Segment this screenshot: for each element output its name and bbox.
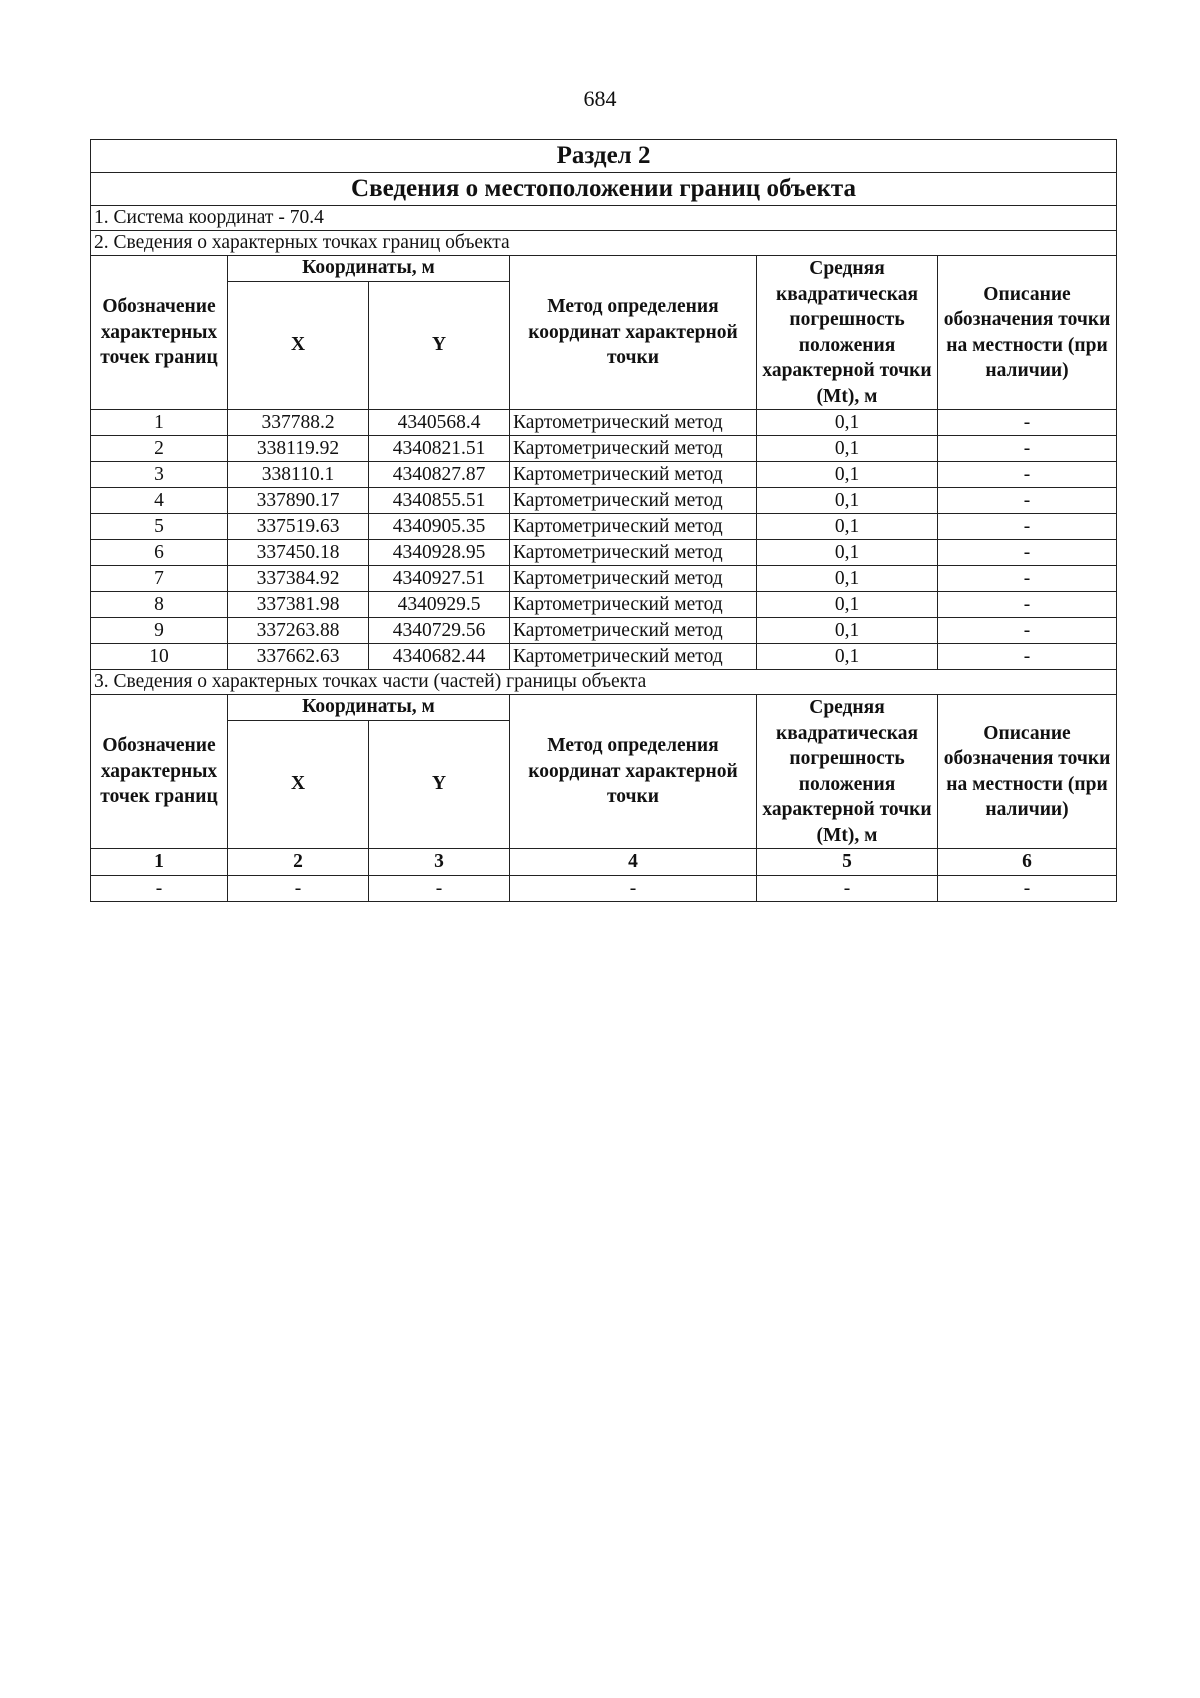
header-point-designation: Обозначение характерных точек границ — [91, 256, 228, 410]
cell-y: 4340929.5 — [369, 592, 510, 618]
column-numbers-row — [91, 849, 1117, 876]
header-description: Описание обозначения точки на местности (при наличии) — [938, 695, 1117, 849]
cell-y: - — [369, 876, 510, 902]
header-description: Описание обозначения точки на местности (при наличии) — [938, 256, 1117, 410]
cell-x: 337263.88 — [228, 618, 369, 644]
section-title: Раздел 2 — [91, 140, 1117, 173]
table-row — [91, 876, 1117, 902]
header-point-designation: Обозначение характерных точек границ — [91, 695, 228, 849]
cell-method: Картометрический метод — [510, 488, 757, 514]
cell-accuracy: - — [757, 876, 938, 902]
cell-description: - — [938, 644, 1117, 670]
header-y: Y — [369, 281, 510, 409]
table-row — [91, 566, 1117, 592]
cell-description: - — [938, 436, 1117, 462]
page-number: 684 — [583, 86, 617, 111]
cell-x: 337384.92 — [228, 566, 369, 592]
cell-method: Картометрический метод — [510, 436, 757, 462]
table-row — [91, 592, 1117, 618]
cell-method: Картометрический метод — [510, 592, 757, 618]
cell-accuracy: 0,1 — [757, 488, 938, 514]
cell-point: 4 — [91, 488, 228, 514]
part3-heading: 3. Сведения о характерных точках части (частей) границы объекта — [91, 670, 1117, 695]
table-row — [91, 644, 1117, 670]
cell-description: - — [938, 488, 1117, 514]
cell-y: 4340928.95 — [369, 540, 510, 566]
header-accuracy: Средняя квадратическая погрешность положения характерной точки (Mt), м — [757, 256, 938, 410]
cell-accuracy: 0,1 — [757, 540, 938, 566]
cell-point: 2 — [91, 436, 228, 462]
column-number: 1 — [91, 849, 228, 876]
column-number: 5 — [757, 849, 938, 876]
header-accuracy: Средняя квадратическая погрешность положения характерной точки (Mt), м — [757, 695, 938, 849]
column-number: 4 — [510, 849, 757, 876]
column-number: 2 — [228, 849, 369, 876]
cell-accuracy: 0,1 — [757, 566, 938, 592]
cell-y: 4340855.51 — [369, 488, 510, 514]
cell-point: 9 — [91, 618, 228, 644]
boundary-section-table — [90, 139, 1117, 902]
header-x: X — [228, 720, 369, 848]
cell-x: 337450.18 — [228, 540, 369, 566]
table-row — [91, 618, 1117, 644]
cell-point: 8 — [91, 592, 228, 618]
cell-point: 6 — [91, 540, 228, 566]
header-y: Y — [369, 720, 510, 848]
table-row — [91, 514, 1117, 540]
cell-y: 4340729.56 — [369, 618, 510, 644]
cell-y: 4340568.4 — [369, 410, 510, 436]
cell-x: 337788.2 — [228, 410, 369, 436]
cell-accuracy: 0,1 — [757, 644, 938, 670]
cell-point: 1 — [91, 410, 228, 436]
cell-x: 337519.63 — [228, 514, 369, 540]
cell-description: - — [938, 592, 1117, 618]
cell-method: Картометрический метод — [510, 410, 757, 436]
table-row — [91, 462, 1117, 488]
coordinate-system: 1. Система координат - 70.4 — [91, 206, 1117, 231]
cell-method: - — [510, 876, 757, 902]
cell-x: - — [228, 876, 369, 902]
cell-accuracy: 0,1 — [757, 436, 938, 462]
section-subtitle: Сведения о местоположении границ объекта — [91, 173, 1117, 206]
cell-accuracy: 0,1 — [757, 410, 938, 436]
table-row — [91, 488, 1117, 514]
column-number: 6 — [938, 849, 1117, 876]
cell-description: - — [938, 410, 1117, 436]
cell-x: 338110.1 — [228, 462, 369, 488]
cell-accuracy: 0,1 — [757, 514, 938, 540]
cell-method: Картометрический метод — [510, 540, 757, 566]
cell-point: - — [91, 876, 228, 902]
cell-x: 337381.98 — [228, 592, 369, 618]
cell-x: 338119.92 — [228, 436, 369, 462]
table-row — [91, 540, 1117, 566]
cell-description: - — [938, 876, 1117, 902]
cell-point: 7 — [91, 566, 228, 592]
cell-description: - — [938, 618, 1117, 644]
part2-heading: 2. Сведения о характерных точках границ объекта — [91, 231, 1117, 256]
cell-y: 4340682.44 — [369, 644, 510, 670]
column-number: 3 — [369, 849, 510, 876]
header-method: Метод определения координат характерной точки — [510, 256, 757, 410]
cell-method: Картометрический метод — [510, 566, 757, 592]
cell-x: 337662.63 — [228, 644, 369, 670]
cell-description: - — [938, 566, 1117, 592]
header-coordinates: Координаты, м — [228, 256, 510, 282]
table-row — [91, 410, 1117, 436]
cell-accuracy: 0,1 — [757, 618, 938, 644]
cell-point: 5 — [91, 514, 228, 540]
cell-accuracy: 0,1 — [757, 462, 938, 488]
cell-description: - — [938, 540, 1117, 566]
cell-description: - — [938, 462, 1117, 488]
cell-point: 10 — [91, 644, 228, 670]
cell-accuracy: 0,1 — [757, 592, 938, 618]
cell-point: 3 — [91, 462, 228, 488]
cell-method: Картометрический метод — [510, 462, 757, 488]
cell-y: 4340821.51 — [369, 436, 510, 462]
cell-description: - — [938, 514, 1117, 540]
table-row — [91, 436, 1117, 462]
cell-x: 337890.17 — [228, 488, 369, 514]
header-x: X — [228, 281, 369, 409]
header-coordinates: Координаты, м — [228, 695, 510, 721]
cell-method: Картометрический метод — [510, 644, 757, 670]
cell-y: 4340827.87 — [369, 462, 510, 488]
cell-method: Картометрический метод — [510, 618, 757, 644]
cell-y: 4340905.35 — [369, 514, 510, 540]
cell-method: Картометрический метод — [510, 514, 757, 540]
table-body — [91, 140, 1117, 902]
header-method: Метод определения координат характерной точки — [510, 695, 757, 849]
cell-y: 4340927.51 — [369, 566, 510, 592]
